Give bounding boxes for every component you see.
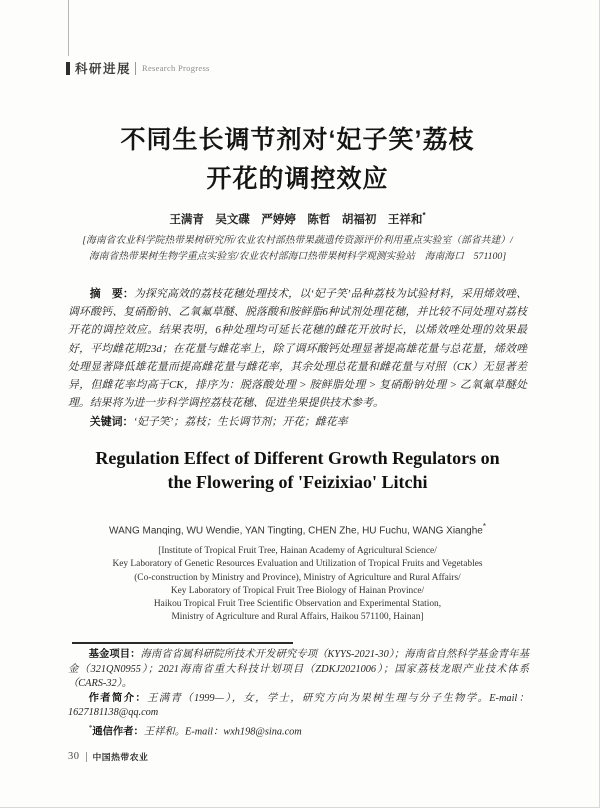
keywords-label: 关键词：: [89, 416, 134, 429]
article-title-en-line1: Regulation Effect of Different Growth Regulators on: [95, 448, 500, 468]
footnote-rule: [72, 642, 293, 644]
section-header-title-en: Research Progress: [142, 63, 210, 73]
author-bio-note: [68, 692, 529, 721]
affiliation-en-line6: Ministry of Agriculture and Rural Affairs, Haikou 571100, Hainan]: [171, 612, 424, 623]
affiliation-en-line4: Key Laboratory of Tropical Fruit Tree Biology of Hainan Province/: [170, 585, 425, 596]
section-header: [66, 59, 210, 77]
article-title-cn: [68, 121, 527, 199]
page-number: 30: [68, 751, 80, 762]
keywords-paragraph: [68, 413, 527, 431]
corresponding-author-label: 通信作者：: [92, 725, 144, 737]
funding-note: [68, 648, 529, 692]
corresponding-author-mark: *: [422, 211, 426, 221]
authors-cn: [68, 211, 527, 227]
section-header-title-cn: 科研进展: [75, 62, 132, 76]
affiliation-cn-line1: [海南省农业科学院热带果树研究所/农业农村部热带果蔬遗传资源评价利用重点实验室（部省共建）/: [82, 235, 513, 246]
section-header-divider: [135, 62, 136, 75]
footer-divider: [86, 752, 87, 762]
section-header-bar: [66, 62, 70, 75]
article-title-cn-line2: 开花的调控效应: [206, 165, 389, 193]
authors-en-names: WANG Manqing, WU Wendie, YAN Tingting, CHEN Zhe, HU Fuchu, WANG Xianghe: [109, 525, 483, 537]
journal-name: 中国热带农业: [92, 752, 149, 762]
article-title-en: [58, 447, 537, 494]
corresponding-author-text: 王祥和。E-mail：wxh198@sina.com: [143, 725, 302, 737]
affiliation-cn-line2: 海南省热带果树生物学重点实验室/农业农村部海口热带果树科学观测实验站 海南海口 571100]: [88, 250, 507, 262]
keywords-text: ‘妃子笑’；荔枝；生长调节剂；开花；雌花率: [133, 416, 348, 429]
affiliation-en-line2: Key Laboratory of Genetic Resources Evaluation and Utilization of Tropical Fruits and Vegetables: [112, 559, 483, 570]
funding-label: 基金项目：: [88, 649, 141, 660]
article-title-cn-line1: 不同生长调节剂对‘妃子笑’荔枝: [120, 126, 475, 154]
authors-cn-names: 王满青 吴文碟 严婷婷 陈哲 胡福初 王祥和: [169, 214, 423, 226]
abstract-text: 为探究高效的荔枝花穗处理技术，以‘妃子笑’品种荔枝为试验材料，采用烯效唑、调环酸钙、复硝酚钠、乙氧氟草醚、脱落酸和胺鲜脂6种试剂处理花穗，并比较不同处理对荔枝开花的调控效应。结果表明，6种处理均可延长花穗的雌花开放时长，以烯效唑处理的效果最好，平均雌花期23d；在花量与雌花率上，除了调环酸钙处理显著提高雄花量与总花量，烯效唑处理显著降低雄花量而提高雌花量与雌花率，其余处理总花量和雌花量与对照（CK）无显著差异，但雌花率均高于CK，排序为：脱落酸处理 > 胺鲜脂处理 > 复硝酚钠处理 > 乙氧氟草醚处理。结果将为进一步科学调控荔枝花穗、促进坐果提供技术参考。: [68, 288, 527, 410]
authors-en: [58, 522, 537, 536]
abstract-paragraph: [68, 285, 527, 412]
footnotes: [68, 648, 529, 739]
affiliation-cn: [60, 233, 535, 264]
affiliation-en: [58, 545, 537, 625]
article-title-en-line2: the Flowering of 'Feizixiao' Litchi: [167, 471, 428, 492]
top-margin-rule: [68, 0, 69, 56]
corresponding-note-mark: *: [88, 722, 93, 732]
affiliation-en-line5: Haikou Tropical Fruit Tree Scientific Observation and Experimental Station,: [153, 599, 442, 610]
author-bio-text: 王满青（1999—），女，学士，研究方向为果树生理与分子生物学。E-mail：1627181138@qq.com: [68, 692, 530, 718]
author-bio-label: 作者简介：: [88, 692, 148, 704]
affiliation-en-line1: [Institute of Tropical Fruit Tree, Hainan Academy of Agricultural Science/: [158, 546, 437, 556]
page-footer: [68, 750, 148, 763]
affiliation-en-line3: (Co-construction by Ministry and Province), Ministry of Agriculture and Rural Affairs/: [134, 572, 461, 583]
corresponding-author-mark-en: *: [482, 522, 486, 531]
corresponding-author-note: [68, 721, 529, 740]
funding-text: 海南省省属科研院所技术开发研究专项（KYYS-2021-30）；海南省自然科学基金青年基金（321QN0955）；2021海南省重大科技计划项目（ZDKJ2021006）；国家荔枝龙眼产业技术体系（CARS-32）。: [68, 649, 529, 689]
abstract-block: [68, 285, 527, 432]
abstract-label: 摘 要：: [89, 288, 134, 300]
